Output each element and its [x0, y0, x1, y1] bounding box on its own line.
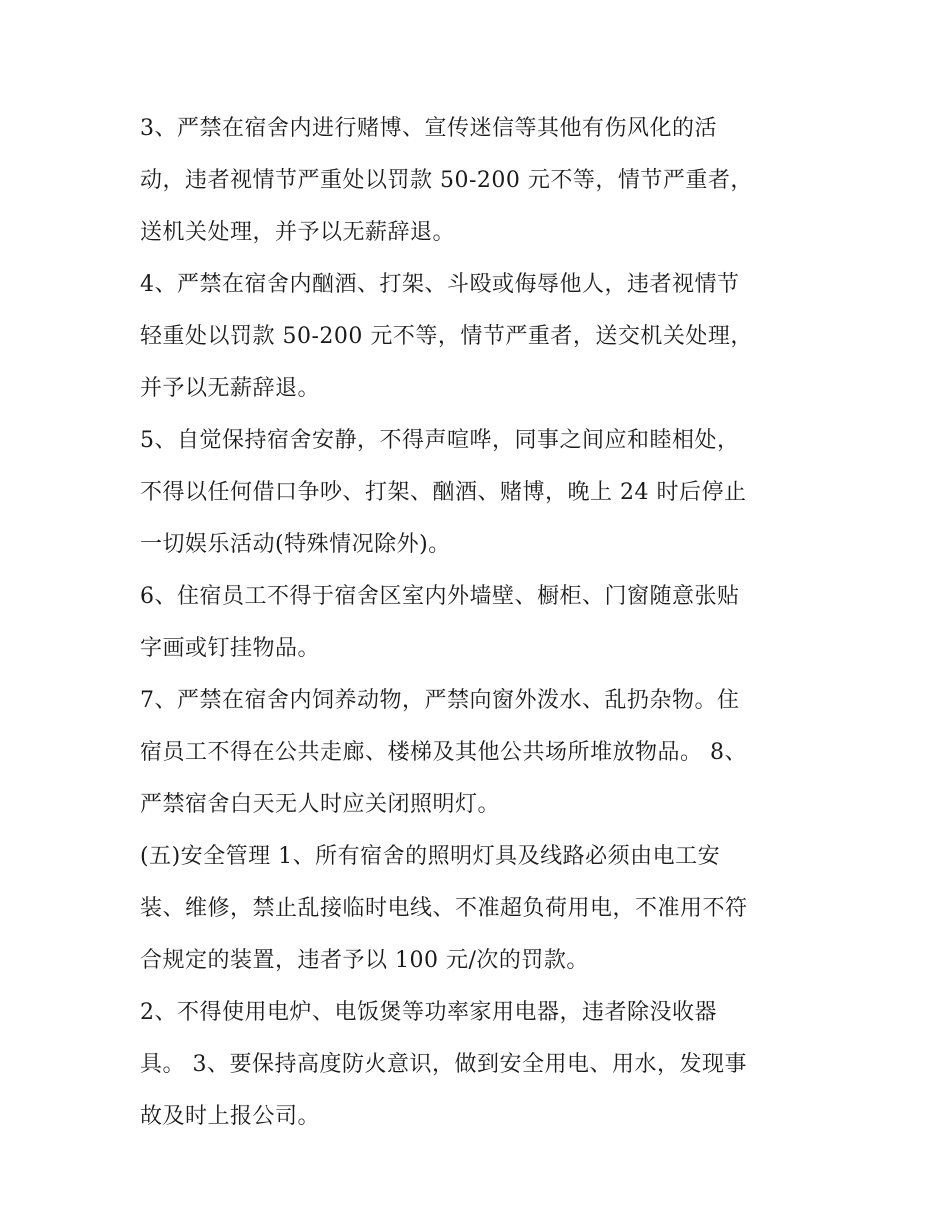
text-line: 装、维修，禁止乱接临时电线、不准超负荷用电，不准用不符 — [140, 896, 748, 921]
paragraph-safety-management — [140, 831, 820, 987]
text-line: 并予以无薪辞退。 — [140, 376, 321, 401]
paragraph-rule-4 — [140, 259, 820, 415]
text-line: 不得以任何借口争吵、打架、酗酒、赌博，晚上 24 时后停止 — [140, 480, 747, 505]
paragraph-safety-rules-2-3 — [140, 987, 820, 1143]
paragraph-rule-5 — [140, 415, 820, 571]
text-line: 一切娱乐活动(特殊情况除外)。 — [140, 532, 451, 557]
text-line: 动，违者视情节严重处以罚款 50-200 元不等，情节严重者， — [140, 168, 753, 193]
document-body — [140, 103, 820, 1143]
text-line: (五)安全管理 1、所有宿舍的照明灯具及线路必须由电工安 — [140, 844, 721, 869]
text-line: 严禁宿舍白天无人时应关闭照明灯。 — [140, 792, 501, 817]
text-line: 字画或钉挂物品。 — [140, 636, 321, 661]
text-line: 5、自觉保持宿舍安静，不得声喧哗，同事之间应和睦相处， — [140, 428, 740, 453]
text-line: 轻重处以罚款 50-200 元不等，情节严重者，送交机关处理， — [140, 324, 753, 349]
text-line: 具。 3、要保持高度防火意识，做到安全用电、用水，发现事 — [140, 1052, 747, 1077]
text-line: 宿员工不得在公共走廊、楼梯及其他公共场所堆放物品。 8、 — [140, 740, 747, 765]
text-line: 故及时上报公司。 — [140, 1104, 321, 1129]
text-line: 合规定的装置，违者予以 100 元/次的罚款。 — [140, 948, 589, 973]
text-line: 7、严禁在宿舍内饲养动物，严禁向窗外泼水、乱扔杂物。住 — [140, 688, 740, 713]
text-line: 6、住宿员工不得于宿舍区室内外墙壁、橱柜、门窗随意张贴 — [140, 584, 740, 609]
text-line: 2、不得使用电炉、电饭煲等功率家用电器，违者除没收器 — [140, 1000, 717, 1025]
paragraph-rule-7-8 — [140, 675, 820, 831]
text-line: 4、严禁在宿舍内酗酒、打架、斗殴或侮辱他人，违者视情节 — [140, 272, 740, 297]
text-line: 3、严禁在宿舍内进行赌博、宣传迷信等其他有伤风化的活 — [140, 116, 717, 141]
paragraph-rule-6 — [140, 571, 820, 675]
text-line: 送机关处理，并予以无薪辞退。 — [140, 220, 456, 245]
paragraph-rule-3 — [140, 103, 820, 259]
